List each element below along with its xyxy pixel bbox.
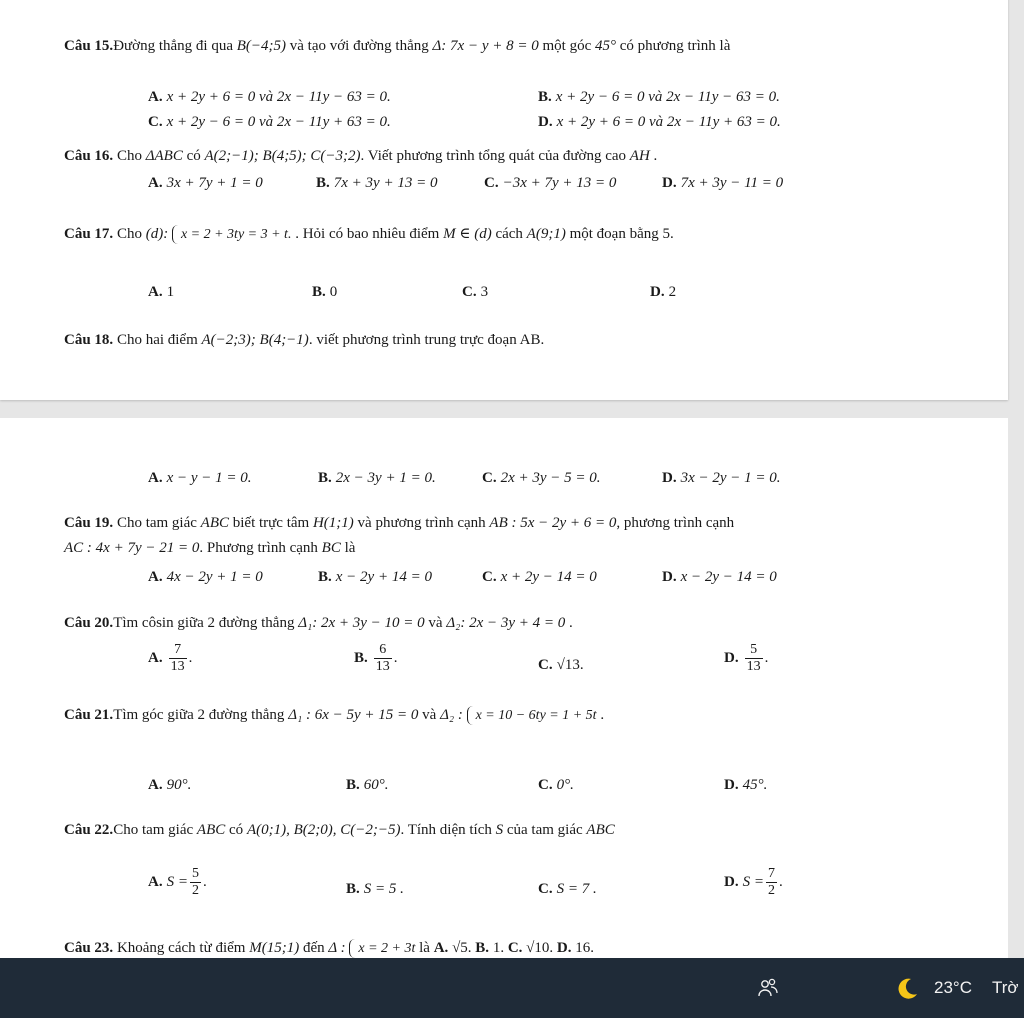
option-b: B. 60°.	[346, 777, 389, 793]
option-text: x − 2y + 14 = 0	[335, 569, 432, 585]
question-text: . Viết phương trình tổng quát của đường cao	[360, 148, 630, 164]
option-text: √10	[526, 940, 550, 956]
equation-system	[467, 706, 597, 725]
math: M(15;1)	[249, 940, 300, 956]
option-text: 3	[480, 284, 489, 300]
option-a: A. x − y − 1 = 0.	[148, 470, 252, 486]
question-20	[64, 614, 573, 632]
question-text: và	[418, 707, 441, 723]
question-23: Câu 23. Khoảng cách từ điểm M(15;1) đến Δ : x = 2 + 3t là A. √5. B. 1. C. √10. D. 16.	[64, 940, 594, 956]
math: B(−4;5)	[236, 38, 287, 54]
option-text: S = 7 .	[556, 881, 597, 897]
question-text: có phương trình là	[615, 38, 731, 54]
option-b: B. x + 2y − 6 = 0 và 2x − 11y − 63 = 0.	[538, 89, 780, 105]
question-text: và tạo với đường thẳng	[286, 38, 433, 54]
question-label: Câu 17.	[64, 226, 114, 242]
option-d: D. 45°.	[724, 777, 768, 793]
system-row: y = 3 + t.	[237, 227, 292, 243]
question-18	[64, 331, 544, 349]
option-b: B. $\frac{6}{13}$ .	[354, 642, 398, 674]
denominator: 13	[170, 659, 185, 674]
fraction	[169, 642, 187, 675]
question-text: Cho tam giác	[113, 822, 197, 838]
math: Δ₂ :	[440, 707, 463, 723]
option-text: 60°.	[363, 777, 389, 793]
option-d: D. x − 2y − 14 = 0	[662, 569, 777, 585]
option-text: x + 2y − 14 = 0	[500, 569, 597, 585]
option-a: A. $\frac{7}{13}$ .	[148, 642, 193, 674]
question-text: và phương trình cạnh	[353, 515, 490, 531]
option-text: 2x + 3y − 5 = 0.	[500, 470, 601, 486]
question-text: cách	[491, 226, 527, 242]
question-text: Cho tam giác	[113, 515, 201, 531]
question-label: Câu 22.	[64, 822, 114, 838]
system-row: x = 2 + 3t	[358, 941, 416, 956]
option-a: A. x + 2y + 6 = 0 và 2x − 11y − 63 = 0.	[148, 89, 391, 105]
option-text: x − y − 1 = 0.	[166, 470, 252, 486]
option-text: 45°.	[742, 777, 768, 793]
question-text: . Hỏi có bao nhiêu điểm	[291, 226, 444, 242]
question-text: đến	[299, 940, 329, 956]
math: Δ₂: 2x − 3y + 4 = 0	[446, 615, 566, 631]
option-text: √13.	[556, 657, 584, 673]
option-text: S = 5 .	[363, 881, 404, 897]
math: A(0;1), B(2;0), C(−2;−5)	[246, 822, 401, 838]
question-text: Tìm góc giữa 2 đường thẳng	[113, 707, 289, 723]
question-text: , phương trình cạnh	[616, 515, 735, 531]
option-c: C. x + 2y − 6 = 0 và 2x − 11y + 63 = 0.	[148, 114, 391, 130]
math: A(−2;3); B(4;−1)	[201, 332, 309, 348]
option-text: 0°.	[556, 777, 574, 793]
math: Δ₁: 2x + 3y − 10 = 0	[298, 615, 425, 631]
option-text: 3x + 7y + 1 = 0	[166, 175, 263, 191]
question-16	[64, 147, 657, 165]
question-text: Cho	[113, 148, 146, 164]
denominator: 13	[746, 659, 761, 674]
option-text: 2	[668, 284, 677, 300]
weather-description[interactable]: Trờ	[992, 978, 1019, 997]
question-text: là	[340, 540, 356, 556]
option-text: 1	[166, 284, 175, 300]
math: ABC	[200, 515, 230, 531]
option-text: x + 2y + 6 = 0 và 2x − 11y − 63 = 0.	[166, 89, 391, 105]
system-row: x = 10 − 6t	[475, 708, 540, 724]
math: AB : 5x − 2y + 6 = 0	[489, 515, 617, 531]
math: H(1;1)	[312, 515, 354, 531]
question-21	[64, 706, 604, 725]
math: Δ₁ : 6x − 5y + 15 = 0	[288, 707, 419, 723]
option-text: 0	[329, 284, 338, 300]
system-row: x = 2 + 3t	[180, 227, 238, 243]
question-text: .	[565, 615, 573, 631]
question-19	[64, 514, 734, 532]
math: ABC	[196, 822, 226, 838]
question-text: có	[225, 822, 247, 838]
question-label: Câu 19.	[64, 515, 114, 531]
option-c: C. 2x + 3y − 5 = 0.	[482, 470, 601, 486]
fraction	[745, 642, 763, 675]
math: S	[495, 822, 504, 838]
option-text: 4x − 2y + 1 = 0	[166, 569, 263, 585]
option-d: D. S = $\frac{7}{2}$ .	[724, 866, 783, 898]
question-label: Câu 18.	[64, 332, 114, 348]
math: AC : 4x + 7y − 21 = 0	[64, 540, 200, 556]
option-b: B. 7x + 3y + 13 = 0	[316, 175, 438, 191]
math: ABC	[586, 822, 615, 838]
option-a: A. 1	[148, 284, 175, 300]
question-text: . Phương trình cạnh	[199, 540, 322, 556]
numerator: 7	[767, 866, 775, 881]
option-d: D. 7x + 3y − 11 = 0	[662, 175, 784, 191]
option-text: −3x + 7y + 13 = 0	[502, 175, 617, 191]
option-c: C. 3	[462, 284, 489, 300]
fraction	[190, 866, 201, 899]
equation-system	[172, 225, 292, 244]
denominator: 13	[375, 659, 390, 674]
option-text: x + 2y − 6 = 0 và 2x − 11y + 63 = 0.	[166, 114, 391, 130]
question-label: Câu 20.	[64, 615, 114, 631]
option-text: 3x − 2y − 1 = 0.	[680, 470, 781, 486]
document-page-2	[0, 418, 1008, 963]
moon-icon[interactable]	[894, 976, 920, 1002]
numerator: 5	[191, 866, 199, 881]
fraction	[766, 866, 777, 899]
question-text: một đoạn bằng 5.	[565, 226, 674, 242]
math: A(9;1)	[526, 226, 566, 242]
math: S =	[166, 873, 188, 890]
option-text: 2x − 3y + 1 = 0.	[335, 470, 436, 486]
option-text: x − 2y − 14 = 0	[680, 569, 777, 585]
math: AH	[629, 148, 650, 164]
weather-temperature[interactable]: 23°C	[934, 978, 972, 997]
option-text: √5	[452, 940, 468, 956]
option-text: x + 2y + 6 = 0 và 2x − 11y + 63 = 0.	[556, 114, 781, 130]
option-d: D. x + 2y + 6 = 0 và 2x − 11y + 63 = 0.	[538, 114, 781, 130]
question-text: Tìm côsin giữa 2 đường thẳng	[113, 615, 299, 631]
system-row: y = 1 + 5t	[539, 708, 597, 724]
fraction	[374, 642, 392, 675]
math: A(2;−1); B(4;5); C(−3;2)	[204, 148, 361, 164]
math: S =	[742, 873, 764, 890]
question-text: biết trực tâm	[229, 515, 313, 531]
option-d: D. 2	[650, 284, 677, 300]
option-c: C. √13.	[538, 657, 584, 673]
question-label: Câu 16.	[64, 148, 114, 164]
numerator: 6	[374, 642, 392, 659]
equation-system	[349, 939, 415, 958]
option-c: C. S = 7 .	[538, 881, 597, 897]
option-text: x + 2y − 6 = 0 và 2x − 11y − 63 = 0.	[555, 89, 780, 105]
question-text: và	[424, 615, 447, 631]
denominator: 2	[191, 883, 199, 898]
option-c: C. x + 2y − 14 = 0	[482, 569, 597, 585]
option-d: D. $\frac{5}{13}$ .	[724, 642, 769, 674]
question-text: Đường thẳng đi qua	[113, 38, 237, 54]
option-a: A. S = $\frac{5}{2}$ .	[148, 866, 207, 898]
question-text: .	[596, 707, 605, 723]
question-text: một góc	[538, 38, 595, 54]
option-c: C. −3x + 7y + 13 = 0	[484, 175, 617, 191]
question-text: Cho hai điểm	[113, 332, 202, 348]
question-label: Câu 23.	[64, 940, 114, 956]
option-a: A. 90°.	[148, 777, 192, 793]
math: M ∈ (d)	[443, 226, 492, 242]
question-text: là	[415, 940, 434, 956]
option-b: B. S = 5 .	[346, 881, 404, 897]
question-label: Câu 15.	[64, 38, 114, 54]
question-text: .	[649, 148, 658, 164]
math: Δ :	[328, 940, 346, 956]
option-b: B. 0	[312, 284, 338, 300]
document-page-1	[0, 0, 1008, 400]
option-text: 7x + 3y − 11 = 0	[680, 175, 784, 191]
question-label: Câu 21.	[64, 707, 114, 723]
option-text: 16	[575, 940, 591, 956]
option-d: D. 3x − 2y − 1 = 0.	[662, 470, 781, 486]
question-22	[64, 821, 615, 839]
math: BC	[321, 540, 341, 556]
option-b: B. 2x − 3y + 1 = 0.	[318, 470, 436, 486]
question-text: . Tính diện tích	[400, 822, 496, 838]
taskbar	[0, 958, 1024, 1018]
math: 45°	[594, 38, 616, 54]
option-a: A. 4x − 2y + 1 = 0	[148, 569, 263, 585]
option-b: B. x − 2y + 14 = 0	[318, 569, 432, 585]
option-c: C. 0°.	[538, 777, 574, 793]
question-text: Cho	[113, 226, 146, 242]
question-text: . viết phương trình trung trực đoạn AB.	[308, 332, 545, 348]
question-text: Khoảng cách từ điểm	[113, 940, 250, 956]
people-icon[interactable]	[757, 977, 779, 999]
numerator: 5	[745, 642, 763, 659]
option-a: A. 3x + 7y + 1 = 0	[148, 175, 263, 191]
option-text: 7x + 3y + 13 = 0	[333, 175, 438, 191]
question-15	[64, 37, 730, 55]
math: ΔABC	[145, 148, 183, 164]
denominator: 2	[767, 883, 775, 898]
question-19-line-2	[64, 539, 355, 557]
math: Δ: 7x − y + 8 = 0	[432, 38, 539, 54]
math: (d):	[145, 226, 169, 242]
option-text: 90°.	[166, 777, 192, 793]
option-text: 1	[492, 940, 501, 956]
question-text: của tam giác	[503, 822, 587, 838]
question-text: có	[182, 148, 205, 164]
question-17	[64, 225, 674, 244]
numerator: 7	[169, 642, 187, 659]
